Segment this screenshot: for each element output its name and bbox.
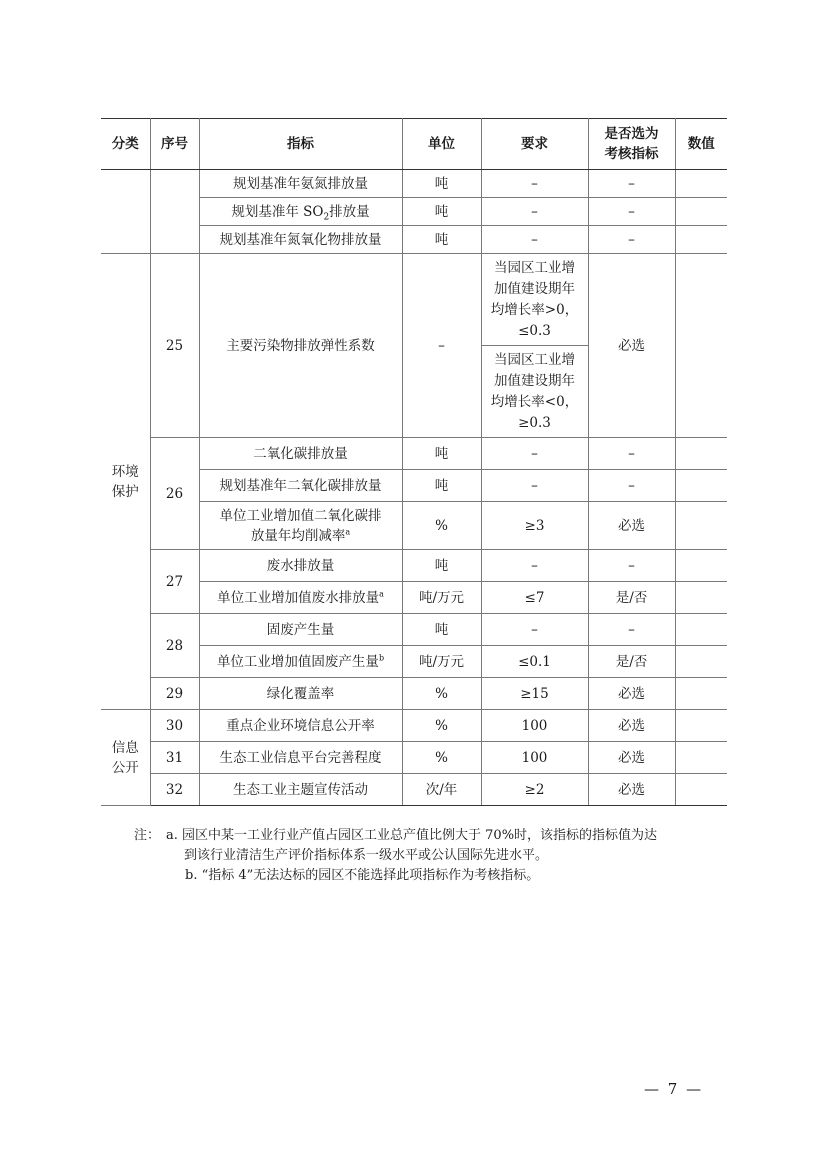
assess-cell: 必选 bbox=[588, 710, 675, 742]
table-header-row bbox=[101, 119, 727, 170]
header-category: 分类 bbox=[101, 119, 150, 170]
assess-cell: – bbox=[588, 226, 675, 254]
requirement-cell: ≥15 bbox=[481, 678, 588, 710]
table-row bbox=[101, 254, 727, 346]
value-cell bbox=[675, 198, 727, 226]
indicator-name: 单位工业增加值废水排放量$^a$ bbox=[199, 582, 402, 614]
footnote-marker: a bbox=[379, 589, 384, 598]
unit-cell: % bbox=[402, 678, 481, 710]
category-env: 环境 保护 bbox=[101, 254, 150, 710]
unit-cell: 吨 bbox=[402, 170, 481, 198]
indicator-name: 单位工业增加值二氧化碳排 放量年均削减率$^a$ bbox=[199, 502, 402, 550]
assess-cell: – bbox=[588, 438, 675, 470]
value-cell bbox=[675, 170, 727, 198]
footnote-marker: a bbox=[345, 527, 351, 536]
number-cell: 32 bbox=[150, 774, 199, 806]
unit-cell: 吨/万元 bbox=[402, 582, 481, 614]
requirement-cell: 当园区工业增 加值建设期年 均增长率<0， ≥0.3 bbox=[481, 346, 588, 438]
footnote-a bbox=[134, 826, 734, 866]
table-row bbox=[101, 550, 727, 582]
requirement-cell: – bbox=[481, 550, 588, 582]
requirement-cell: ≤0.1 bbox=[481, 646, 588, 678]
value-cell bbox=[675, 678, 727, 710]
footnote-marker: b bbox=[378, 653, 385, 662]
number-cell: 30 bbox=[150, 710, 199, 742]
footnotes bbox=[134, 826, 734, 886]
table-row bbox=[101, 438, 727, 470]
value-cell bbox=[675, 438, 727, 470]
requirement-cell: 当园区工业增 加值建设期年 均增长率>0， ≤0.3 bbox=[481, 254, 588, 346]
footnote-b bbox=[134, 866, 734, 886]
requirement-cell: ≥3 bbox=[481, 502, 588, 550]
header-unit: 单位 bbox=[402, 119, 481, 170]
number-cell: 27 bbox=[150, 550, 199, 614]
value-cell bbox=[675, 226, 727, 254]
requirement-cell: – bbox=[481, 438, 588, 470]
number-cell-continued bbox=[150, 170, 199, 254]
unit-cell: % bbox=[402, 502, 481, 550]
number-cell: 28 bbox=[150, 614, 199, 678]
assess-cell: – bbox=[588, 470, 675, 502]
requirement-cell: ≥2 bbox=[481, 774, 588, 806]
indicator-name: 规划基准年 $SO_2$排放量 bbox=[199, 198, 402, 226]
value-cell bbox=[675, 254, 727, 438]
page-number: — 7 — bbox=[644, 1080, 704, 1098]
unit-cell: 次/年 bbox=[402, 774, 481, 806]
unit-cell: 吨/万元 bbox=[402, 646, 481, 678]
assess-cell: 必选 bbox=[588, 742, 675, 774]
requirement-cell: – bbox=[481, 470, 588, 502]
table-row bbox=[101, 742, 727, 774]
header-number: 序号 bbox=[150, 119, 199, 170]
value-cell bbox=[675, 710, 727, 742]
footnote-label: 注： bbox=[134, 828, 161, 843]
indicator-name: 规划基准年氨氮排放量 bbox=[199, 170, 402, 198]
assess-cell: 必选 bbox=[588, 254, 675, 438]
requirement-cell: – bbox=[481, 614, 588, 646]
value-cell bbox=[675, 774, 727, 806]
category-cell-continued bbox=[101, 170, 150, 254]
indicator-name: 规划基准年二氧化碳排放量 bbox=[199, 470, 402, 502]
indicator-name: 废水排放量 bbox=[199, 550, 402, 582]
assess-cell: – bbox=[588, 614, 675, 646]
value-cell bbox=[675, 502, 727, 550]
value-cell bbox=[675, 614, 727, 646]
footnote-a-text: a. 园区中某一工业行业产值占园区工业总产值比例大于 70%时，该指标的指标值为达 到该行业清洁生产评价指标体系一级水平或公认国际先进水平。 bbox=[166, 828, 658, 863]
requirement-cell: – bbox=[481, 170, 588, 198]
table-row bbox=[101, 614, 727, 646]
footnote-b-text: b. “指标 4”无法达标的园区不能选择此项指标作为考核指标。 bbox=[185, 868, 540, 883]
number-cell: 26 bbox=[150, 438, 199, 550]
assess-cell: – bbox=[588, 198, 675, 226]
indicator-name: 重点企业环境信息公开率 bbox=[199, 710, 402, 742]
value-cell bbox=[675, 550, 727, 582]
indicator-table bbox=[101, 118, 727, 806]
table-row bbox=[101, 710, 727, 742]
indicator-name: 绿化覆盖率 bbox=[199, 678, 402, 710]
unit-cell: 吨 bbox=[402, 470, 481, 502]
unit-cell: 吨 bbox=[402, 198, 481, 226]
assess-cell: – bbox=[588, 550, 675, 582]
assess-cell: 是/否 bbox=[588, 582, 675, 614]
indicator-name: 单位工业增加值固废产生量$^b$ bbox=[199, 646, 402, 678]
indicator-name: 主要污染物排放弹性系数 bbox=[199, 254, 402, 438]
header-requirement: 要求 bbox=[481, 119, 588, 170]
category-info: 信息 公开 bbox=[101, 710, 150, 806]
indicator-name: 生态工业主题宣传活动 bbox=[199, 774, 402, 806]
value-cell bbox=[675, 582, 727, 614]
header-indicator: 指标 bbox=[199, 119, 402, 170]
indicator-name: 规划基准年氮氧化物排放量 bbox=[199, 226, 402, 254]
requirement-cell: – bbox=[481, 198, 588, 226]
number-cell: 31 bbox=[150, 742, 199, 774]
unit-cell: % bbox=[402, 710, 481, 742]
assess-cell: 必选 bbox=[588, 774, 675, 806]
assess-cell: 必选 bbox=[588, 502, 675, 550]
unit-cell: 吨 bbox=[402, 614, 481, 646]
table-row bbox=[101, 170, 727, 198]
assess-cell: 必选 bbox=[588, 678, 675, 710]
requirement-cell: 100 bbox=[481, 710, 588, 742]
value-cell bbox=[675, 742, 727, 774]
unit-cell: 吨 bbox=[402, 226, 481, 254]
unit-cell: 吨 bbox=[402, 550, 481, 582]
unit-cell: % bbox=[402, 742, 481, 774]
requirement-cell: ≤7 bbox=[481, 582, 588, 614]
requirement-cell: 100 bbox=[481, 742, 588, 774]
indicator-name: 固废产生量 bbox=[199, 614, 402, 646]
unit-cell: 吨 bbox=[402, 438, 481, 470]
value-cell bbox=[675, 646, 727, 678]
number-cell: 25 bbox=[150, 254, 199, 438]
requirement-cell: – bbox=[481, 226, 588, 254]
header-assess: 是否选为 考核指标 bbox=[588, 119, 675, 170]
table-row bbox=[101, 678, 727, 710]
indicator-name: 生态工业信息平台完善程度 bbox=[199, 742, 402, 774]
assess-cell: 是/否 bbox=[588, 646, 675, 678]
value-cell bbox=[675, 470, 727, 502]
number-cell: 29 bbox=[150, 678, 199, 710]
table-row bbox=[101, 774, 727, 806]
unit-cell: – bbox=[402, 254, 481, 438]
header-value: 数值 bbox=[675, 119, 727, 170]
assess-cell: – bbox=[588, 170, 675, 198]
indicator-name: 二氧化碳排放量 bbox=[199, 438, 402, 470]
